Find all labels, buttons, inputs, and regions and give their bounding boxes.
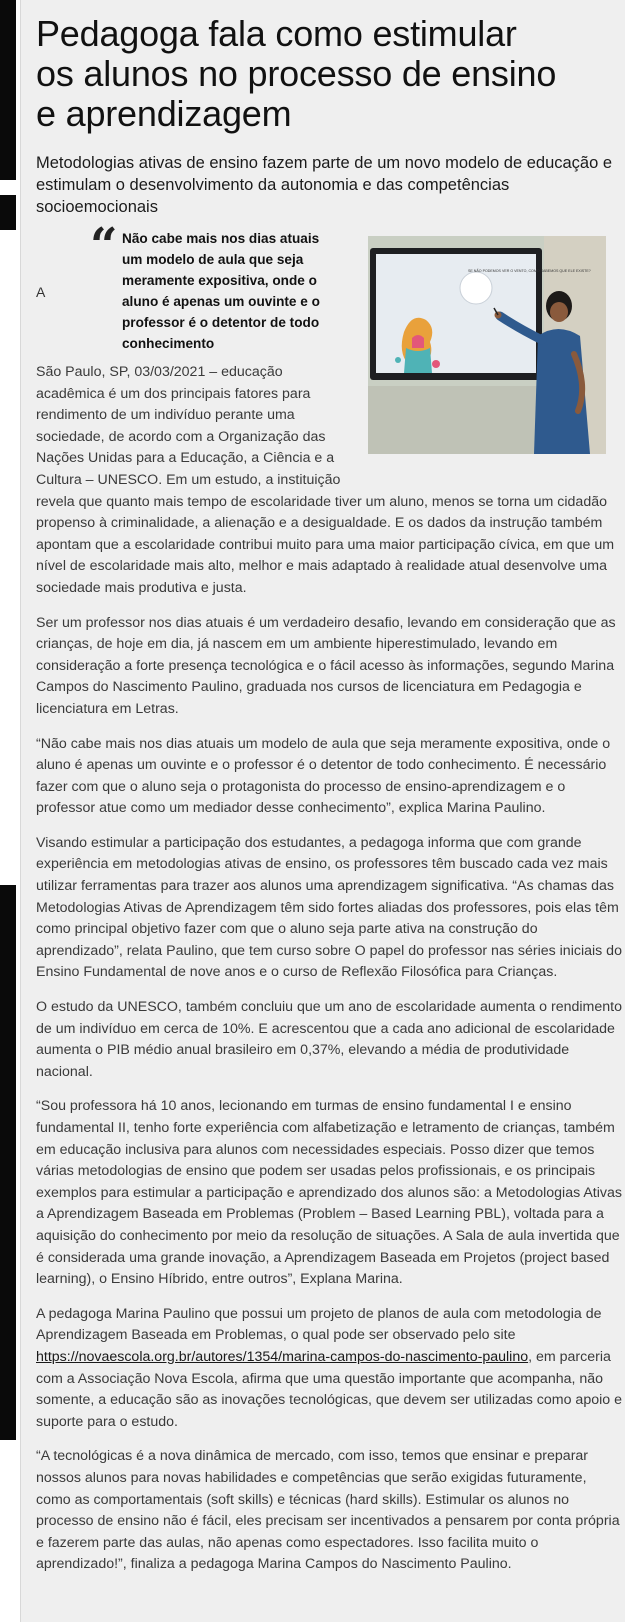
left-edge-bar — [0, 885, 16, 1440]
article-column — [20, 0, 625, 1622]
article-content — [36, 0, 624, 1589]
title-line: e aprendizagem — [36, 93, 292, 134]
article-paragraph: Ser um professor nos dias atuais é um verdadeiro desafio, levando em consideração que as crianças, de hoje em dia, já nascem em um ambiente hiperestimulado, levando em consideração a forte presença tecnológica e o fácil acesso às informações, segundo Marina Campos do Nascimento Paulino, graduada nos cursos de licenciatura em Pedagogia e licenciatura em Letras. — [36, 614, 616, 717]
paragraph-text: , em parceria com a Associação Nova Escola, afirma que uma questão importante que acompanha, não somente, a educação são as inovações tecnológicas, que devem ser utilizadas como apoio e suporte para o estudo. — [36, 1348, 622, 1430]
intro-block — [36, 218, 624, 356]
left-edge-bar — [0, 0, 16, 180]
title-line: os alunos no processo de ensino — [36, 53, 557, 94]
paragraph-text: A pedagoga Marina Paulino que possui um projeto de planos de aula com metodologia de Aprendizagem Baseada em Problemas, o qual pode ser observado pelo site — [36, 1305, 602, 1344]
dropcap-letter: A — [36, 284, 46, 300]
article-title — [36, 14, 624, 134]
article-subtitle: Metodologias ativas de ensino fazem parte de um novo modelo de educação e estimulam o desenvolvimento da autonomia e das competências socioemocionais — [36, 154, 613, 216]
pull-quote: Não cabe mais nos dias atuais um modelo de aula que seja meramente expositiva, onde o aluno é apenas um ouvinte e o professor é o detentor de todo conhecimento — [122, 231, 320, 351]
paragraph-text: revela que quanto mais tempo de escolaridade tiver um aluno, menos se torna um cidadão propenso à criminalidade, a alienação e a desigualdade. E os dados da instrução também apontam que a escolaridade contribui muito para uma maior participação cívica, em que um nível de escolaridade mais alto, melhor e mais adaptado à realidade atual desenvolve uma sociedade mais produtiva e justa. — [36, 493, 615, 596]
left-edge-bar — [0, 195, 16, 230]
title-line: Pedagoga fala como estimular — [36, 13, 517, 54]
article-paragraph: O estudo da UNESCO, também concluiu que um ano de escolaridade aumenta o rendimento de um indivíduo em cerca de 10%. E acrescentou que a cada ano adicional de escolaridade aumenta o PIB médio anual brasileiro em 0,37%, elevando a média de produtividade nacional. — [36, 999, 622, 1080]
article-paragraph: Visando estimular a participação dos estudantes, a pedagoga informa que com grande experiência em metodologias ativas de ensino, os professores têm buscado cada vez mais utilizar ferramentas para trazer aos alunos uma aprendizagem significativa. “As chamas das Metodologias Ativas de Aprendizagem têm sido fortes aliadas dos professores, pois elas têm como principal objetivo fazer com que o aluno seja parte ativa na construção do aprendizado”, relata Paulino, que tem curso sobre O papel do professor nas séries iniciais do Ensino Fundamental de nove anos e o curso de Reflexão Filosófica para Crianças. — [36, 834, 622, 981]
paragraph-wrapped-text: São Paulo, SP, 03/03/2021 – educação acadêmica é um dos principais fatores para rendimento de um indivíduo perante uma sociedade, de acordo com a Organização das Nações Unidas para a Educação, a Ciência e a Cultura – UNESCO. Em um estudo, a instituição — [36, 364, 341, 488]
article-paragraph: “Não cabe mais nos dias atuais um modelo de aula que seja meramente expositiva, onde o aluno é apenas um ouvinte e o professor é o detentor de todo conhecimento. É necessário fazer com que o aluno seja o protagonista do processo de ensino-aprendizagem e o professor atue como um mediador desse conhecimento”, explica Marina Paulino. — [36, 735, 611, 817]
quote-mark-icon: “ — [90, 218, 118, 274]
article-paragraph: “Sou professora há 10 anos, lecionando em turmas de ensino fundamental I e ensino fundamental II, tenho forte experiência com alfabetização e letramento de crianças, também em educação inclusiva para alunos com necessidades especiais. Posso dizer que temos várias metodologias de ensino que podem ser usadas pelos profissionais, e os principais exemplos para estimular a participação e aprendizado dos alunos são: a Metodologias Ativas a Aprendizagem Baseada em Problemas (Problem – Based Learning PBL), voltada para a aquisição do conhecimento por meio da resolução de situações. A Sala de aula invertida que é considerada uma grande inovação, a Aprendizagem Baseada em Projetos (project based learning), o Ensino Híbrido, entre outros”, Explana Marina. — [36, 1098, 622, 1288]
article-photo — [368, 236, 606, 454]
article-paragraph: “A tecnológicas é a nova dinâmica de mercado, com isso, temos que ensinar e preparar nossos alunos para novas habilidades e competências que serão exigidas futuramente, como as comportamentais (soft skills) e técnicas (hard skills). Estimular os alunos no processo de ensino não é fácil, eles precisam ser incentivados a pensarem por conta própria e fazerem parte das aulas, não apenas como espectadores. Isso facilita muito o aprendizado!”, finaliza a pedagoga Marina Campos do Nascimento Paulino. — [36, 1448, 620, 1573]
novaescola-author-link[interactable]: https://novaescola.org.br/autores/1354/marina-campos-do-nascimento-paulino — [36, 1348, 529, 1365]
screen-text: SE NÃO PODEMOS VER O VENTO, COMO SABEMOS QUE ELE EXISTE? — [468, 269, 591, 273]
photo-illustration — [368, 236, 606, 454]
article-paragraph — [36, 1304, 624, 1434]
